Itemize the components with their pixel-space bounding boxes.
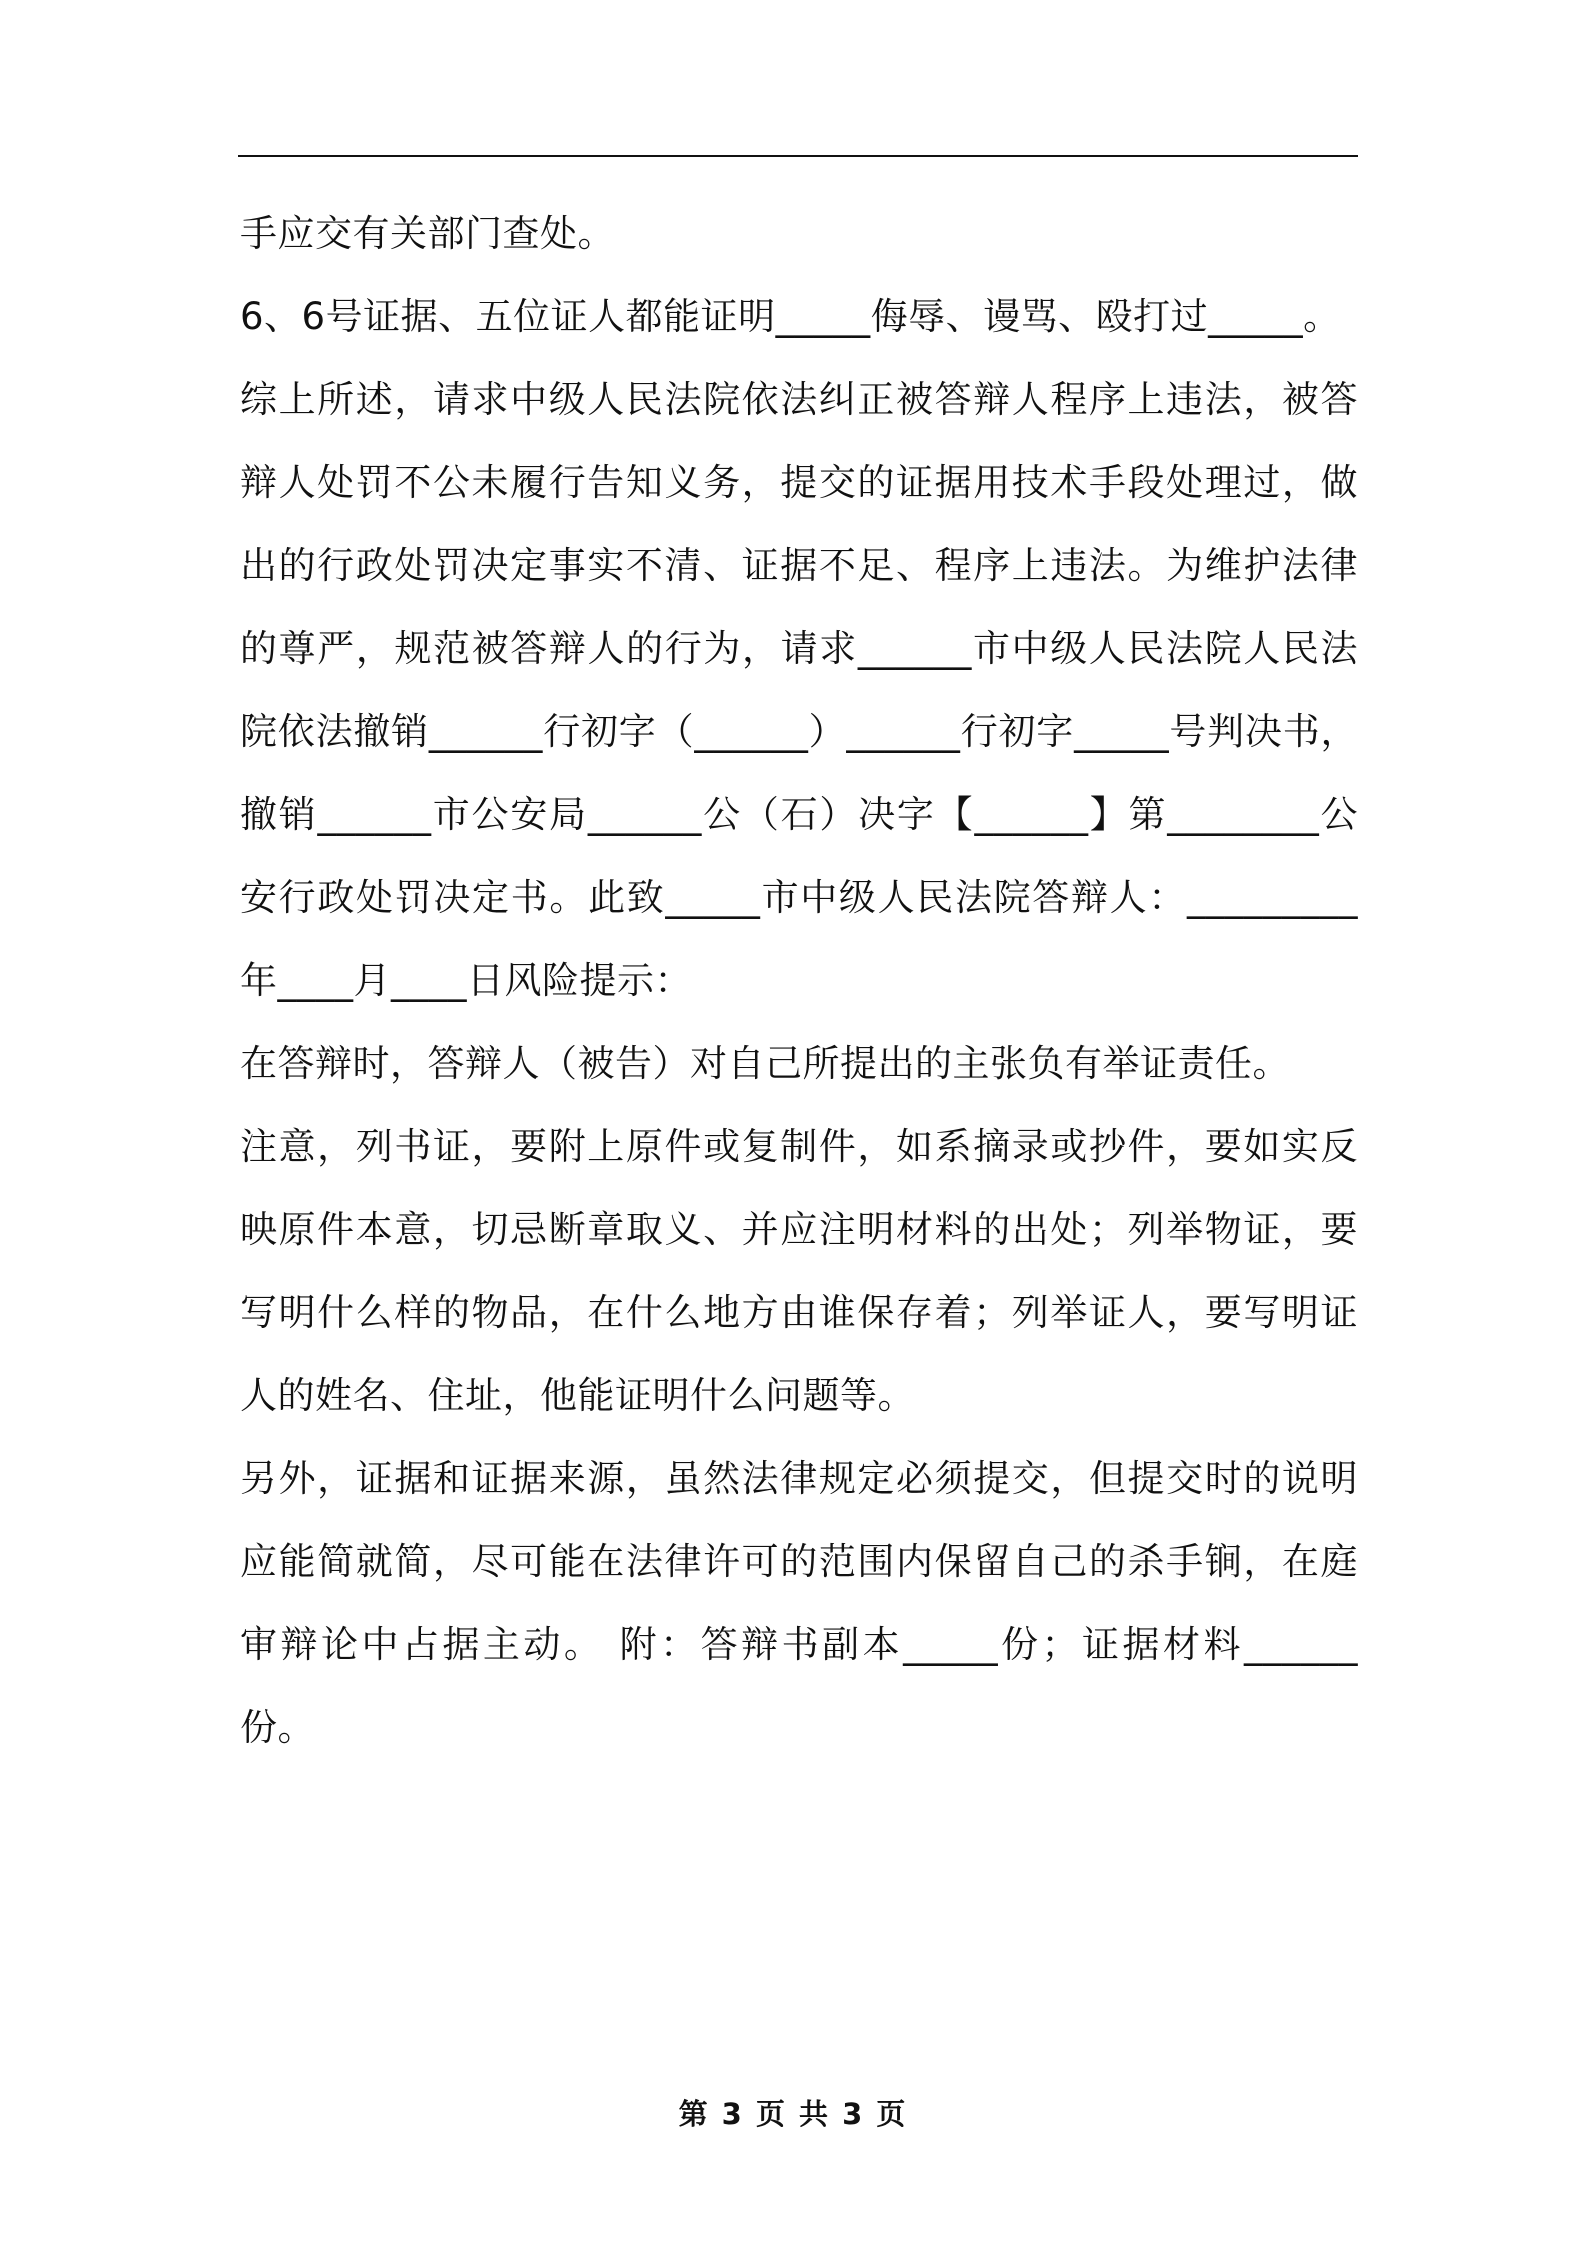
paragraph-additional-notes: 另外，证据和证据来源，虽然法律规定必须提交，但提交时的说明应能简就简，尽可能在法律许可的范围内保留自己的杀手锏，在庭审辩论中占据主动。 附：答辩书副本_____份；证据材料______份。: [240, 1457, 1358, 1749]
page-number: 第 3 页 共 3 页: [678, 2097, 908, 2131]
paragraph-evidence-6: 6、6号证据、五位证人都能证明_____侮辱、谩骂、殴打过_____。: [240, 295, 1341, 338]
paragraph-evidence-notes: 注意，列书证，要附上原件或复制件，如系摘录或抄件，要如实反映原件本意，切忌断章取义、并应注明材料的出处；列举物证，要写明什么样的物品，在什么地方由谁保存着；列举证人，要写明证人的姓名、住址，他能证明什么问题等。: [240, 1125, 1358, 1417]
paragraph-conclusion: 综上所述，请求中级人民法院依法纠正被答辩人程序上违法，被答辩人处罚不公未履行告知义务，提交的证据用技术手段处理过，做出的行政处罚决定事实不清、证据不足、程序上违法。为维护法律的尊严，规范被答辩人的行为，请求______市中级人民法院人民法院依法撤销______行初字（______）______行初字_____号判决书，撤销______市公安局______公（石）决字【______】第________公安行政处罚决定书。此致_____市中级人民法院答辩人：_________年____月____日风险提示：: [240, 378, 1358, 1002]
header-divider: [238, 155, 1358, 157]
document-body: [240, 192, 1358, 1769]
paragraph-continuation: 手应交有关部门查处。: [240, 212, 615, 255]
paragraph-burden-of-proof: 在答辩时，答辩人（被告）对自己所提出的主张负有举证责任。: [240, 1042, 1290, 1085]
